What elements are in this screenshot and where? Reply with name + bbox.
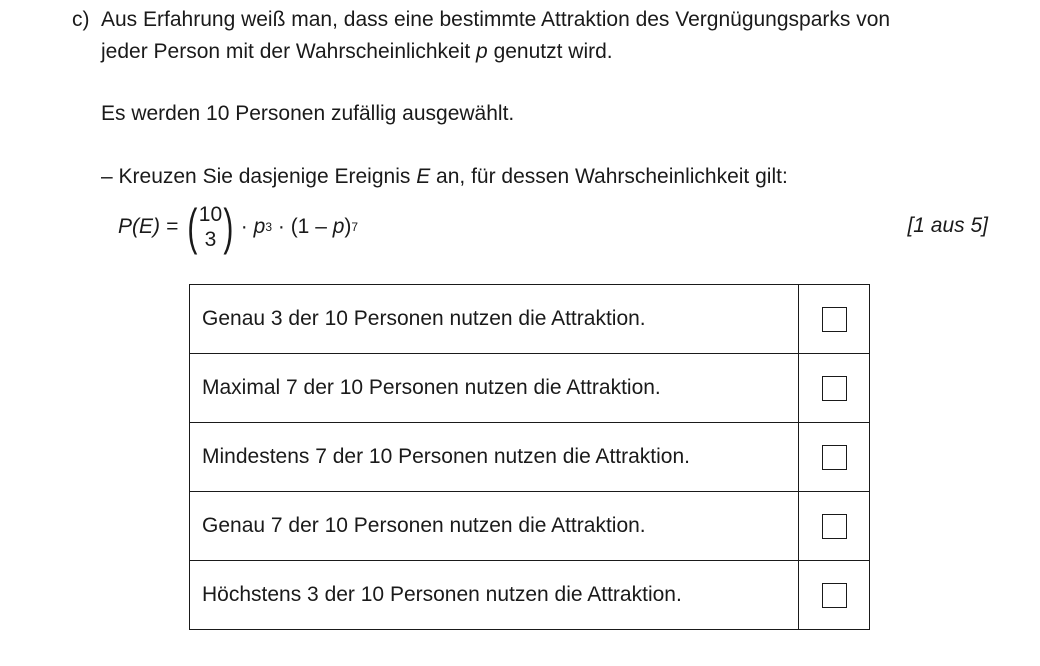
- formula-p2: p: [332, 215, 345, 238]
- selection-text: Es werden 10 Personen zufällig ausgewählt.: [101, 102, 515, 125]
- option-row: [190, 561, 870, 630]
- option-checkbox[interactable]: [822, 376, 847, 401]
- option-row: [190, 354, 870, 423]
- intro-line-2-post: genutzt wird.: [487, 40, 613, 63]
- binom-top: 10: [198, 203, 223, 226]
- formula-close: ): [344, 215, 352, 238]
- formula-dot-2: ·: [277, 215, 285, 238]
- formula-factor: (1 –: [290, 215, 327, 238]
- binomial-coefficient: [184, 199, 237, 255]
- binom-open-paren-icon: (: [187, 199, 198, 255]
- option-text: Genau 7 der 10 Personen nutzen die Attraktion.: [190, 492, 799, 561]
- intro-line-2: [101, 40, 613, 64]
- option-text: Höchstens 3 der 10 Personen nutzen die Attraktion.: [190, 561, 799, 630]
- task-label: c): [72, 8, 90, 31]
- formula-p1: p: [253, 215, 266, 238]
- points-label: [1 aus 5]: [907, 214, 988, 237]
- formula-lhs: P(E) =: [118, 215, 179, 238]
- binom-bottom: 3: [204, 228, 217, 251]
- variable-e: E: [416, 165, 431, 188]
- option-row: [190, 492, 870, 561]
- option-checkbox[interactable]: [822, 583, 847, 608]
- option-text: Maximal 7 der 10 Personen nutzen die Attraktion.: [190, 354, 799, 423]
- formula-dot-1: ·: [240, 215, 248, 238]
- instruction-post: an, für dessen Wahrscheinlichkeit gilt:: [430, 165, 788, 188]
- formula-exp-1: 3: [265, 220, 272, 234]
- intro-line-2-pre: jeder Person mit der Wahrscheinlichkeit: [101, 40, 477, 63]
- probability-formula: [118, 197, 358, 257]
- options-table: [189, 284, 870, 630]
- formula-exp-2: 7: [351, 220, 359, 234]
- option-checkbox[interactable]: [822, 514, 847, 539]
- instruction-pre: – Kreuzen Sie dasjenige Ereignis: [101, 165, 417, 188]
- option-checkbox[interactable]: [822, 445, 847, 470]
- option-text: Genau 3 der 10 Personen nutzen die Attraktion.: [190, 285, 799, 354]
- option-checkbox[interactable]: [822, 307, 847, 332]
- binom-close-paren-icon: ): [223, 199, 234, 255]
- option-row: [190, 285, 870, 354]
- option-row: [190, 423, 870, 492]
- variable-p: p: [476, 40, 488, 63]
- option-text: Mindestens 7 der 10 Personen nutzen die Attraktion.: [190, 423, 799, 492]
- instruction: [101, 165, 788, 189]
- intro-line-1: Aus Erfahrung weiß man, dass eine bestimmte Attraktion des Vergnügungsparks von: [101, 8, 891, 31]
